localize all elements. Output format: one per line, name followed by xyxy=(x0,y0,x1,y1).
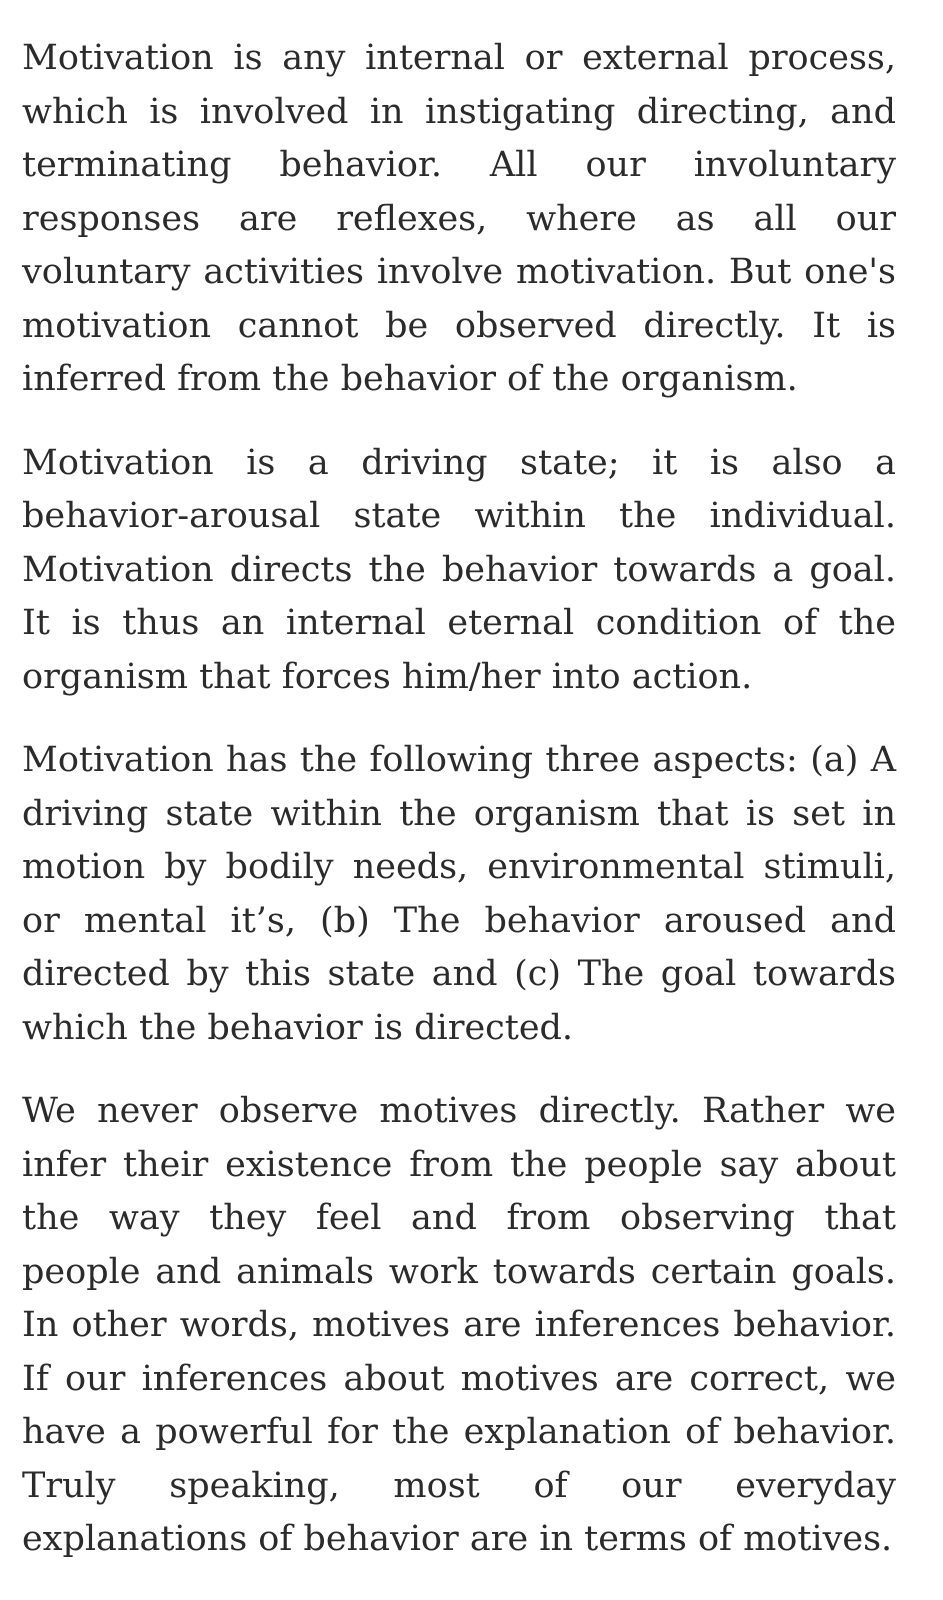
paragraph-inferred-motives: We never observe motives directly. Rather we infer their existence from the people say about the way they feel and from observing that people and animals work towards certain goals. In other words, motives are inferences behavior. If our inferences about motives are correct, we have a powerful for the explanation of behavior. Truly speaking, most of our everyday explanations of behavior are in terms of motives. xyxy=(22,1091,896,1559)
paragraph-driving-state: Motivation is a driving state; it is also a behavior-arousal state within the individual. Motivation directs the behavior towards a goal. It is thus an internal eternal condition of the organism that forces him/her into action. xyxy=(22,442,896,697)
paragraph-definition: Motivation is any internal or external process, which is involved in instigating directing, and terminating behavior. All our involuntary responses are reflexes, where as all our voluntary activities involve motivation. But one's motivation cannot be observed directly. It is inferred from the behavior of the organism. xyxy=(22,38,896,399)
paragraph-three-aspects: Motivation has the following three aspects: (a) A driving state within the organism that is set in motion by bodily needs, environmental stimuli, or mental it’s, (b) The behavior aroused and directed by this state and (c) The goal towards which the behavior is directed. xyxy=(22,740,896,1048)
